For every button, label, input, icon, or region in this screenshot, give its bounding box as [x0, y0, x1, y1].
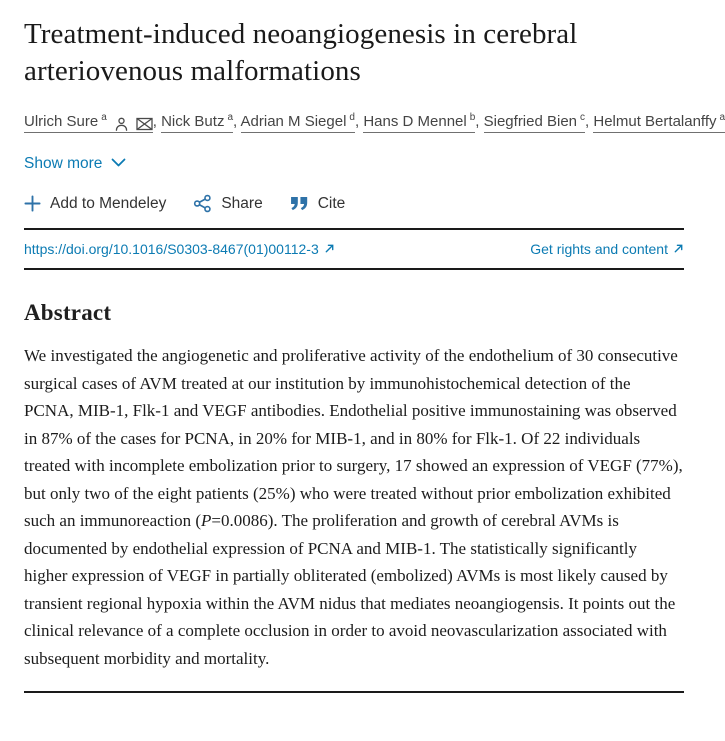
author-affiliation-sup: d — [349, 112, 355, 123]
author-separator: , — [585, 113, 594, 130]
add-to-mendeley-button[interactable] — [24, 195, 166, 213]
action-toolbar — [24, 194, 684, 213]
show-more-label: Show more — [24, 155, 103, 172]
author-name: Adrian M Siegel — [240, 113, 347, 130]
author-affiliation-sup: c — [580, 112, 586, 123]
author-link[interactable] — [593, 113, 725, 133]
doi-link-text: https://doi.org/10.1016/S0303-8467(01)00112-3 — [24, 241, 319, 257]
share-icon — [193, 194, 212, 213]
author-item — [161, 113, 240, 133]
author-item — [241, 113, 364, 133]
abstract-text-segment: We investigated the angiogenetic and proliferative activity of the endothelium of 30 consecutive surgical cases of AVM treated at our institution by immunohistochemical detection of the PCNA, MIB-1, Flk-1 and VEGF antibodies. Endothelial positive immunostaining was observed in 87% of the cases for PCNA, in 20% for MIB-1, and in 80% for Flk-1. Of 22 individuals treated with incomplete embolization prior to surgery, 17 showed an expression of VEGF (77%), but only two of the eight patients (25%) who were treated without prior embolization exhibited such an immunoreaction ( — [24, 346, 683, 530]
author-link[interactable] — [484, 113, 585, 133]
author-link[interactable] — [241, 113, 355, 133]
author-affiliation-sup: a — [719, 112, 725, 123]
author-affiliation-sup: a — [101, 112, 107, 123]
author-item — [363, 113, 483, 133]
author-affiliation-sup: a — [227, 112, 234, 123]
cite-button[interactable] — [290, 195, 346, 213]
author-separator: , — [475, 113, 484, 130]
show-more-button[interactable] — [24, 155, 126, 173]
author-item — [593, 113, 725, 133]
article-title: Treatment-induced neoangiogenesis in cerebral arteriovenous malformations — [24, 18, 578, 87]
quote-icon — [290, 196, 309, 211]
email-icon[interactable] — [136, 110, 153, 138]
author-link[interactable] — [363, 113, 475, 133]
plus-icon — [24, 195, 41, 212]
add-to-mendeley-label: Add to Mendeley — [50, 194, 167, 212]
author-name: Ulrich Sure — [24, 113, 99, 130]
abstract-text-segment: =0.0086). The proliferation and growth of cerebral AVMs is documented by endothelial expression of PCNA and MIB-1. The statistically significantly higher expression of VEGF in partially obliterated (embolized) AVMs is most likely caused by transient regional hypoxia within the AVM nidus that mediates neoangiogensis. It points out the clinical relevance of a complete occlusion in order to avoid neovascularization associated with subsequent morbidity and mortality. — [24, 511, 676, 668]
doi-bar — [24, 228, 684, 270]
author-list — [24, 104, 725, 138]
share-label: Share — [221, 194, 263, 212]
author-link[interactable] — [161, 113, 233, 133]
author-separator: , — [152, 113, 162, 130]
chevron-down-icon — [111, 155, 126, 173]
doi-link[interactable] — [24, 241, 335, 257]
get-rights-link[interactable] — [530, 241, 684, 257]
abstract-heading: Abstract — [24, 300, 112, 325]
author-name: Hans D Mennel — [363, 113, 467, 130]
external-link-icon — [673, 241, 684, 257]
author-name: Nick Butz — [161, 113, 225, 130]
author-separator: , — [233, 113, 241, 130]
section-divider — [24, 691, 684, 693]
external-link-icon — [324, 241, 335, 257]
cite-label: Cite — [317, 194, 346, 212]
author-name: Siegfried Bien — [483, 113, 578, 130]
author-link[interactable] — [24, 113, 153, 133]
author-affiliation-sup: b — [469, 112, 476, 123]
author-separator: , — [354, 113, 364, 130]
share-button[interactable] — [193, 194, 262, 213]
person-icon[interactable] — [114, 110, 129, 138]
author-item — [24, 113, 161, 133]
author-name: Helmut Bertalanffy — [593, 113, 717, 130]
abstract-italic-segment: P — [201, 511, 212, 530]
abstract-paragraph — [24, 342, 684, 672]
get-rights-text: Get rights and content — [530, 241, 668, 257]
author-item — [484, 113, 594, 133]
